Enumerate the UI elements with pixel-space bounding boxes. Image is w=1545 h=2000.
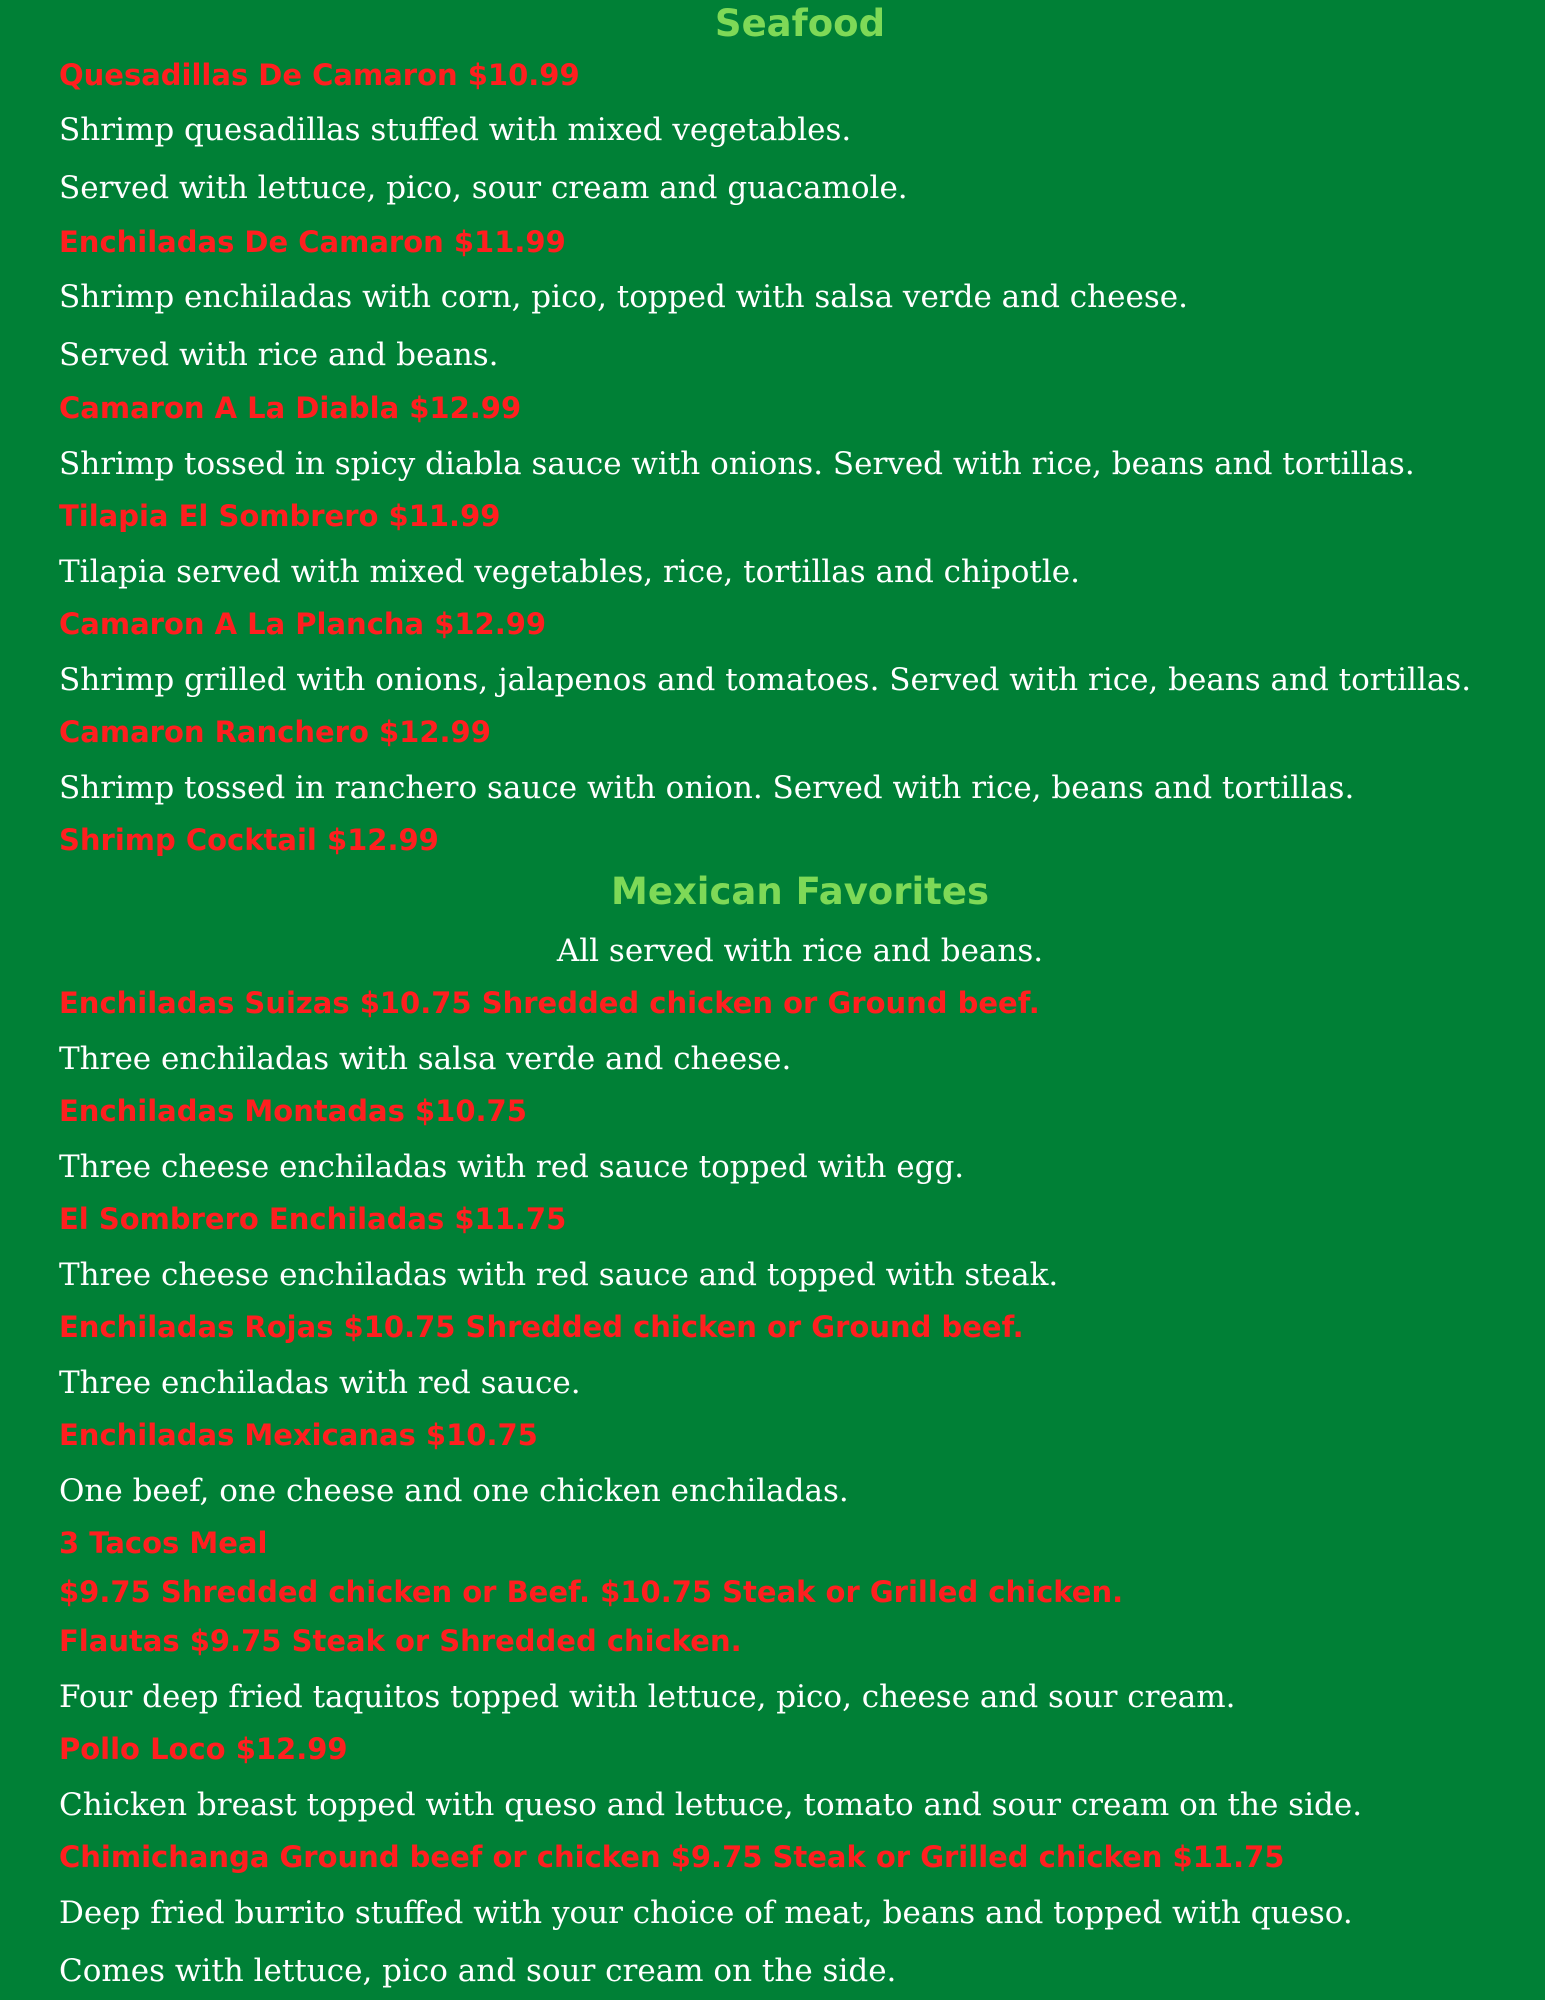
menu-item-subtitle: $9.75 Shredded chicken or Beef. $10.75 Steak or Grilled chicken. xyxy=(59,1575,1124,1609)
section-heading-seafood: Seafood xyxy=(714,2,886,45)
menu-item-description: Deep fried burrito stuffed with your choice of meat, beans and topped with queso. xyxy=(59,1895,1353,1931)
menu-item-title: Chimichanga Ground beef or chicken $9.75 Steak or Grilled chicken $11.75 xyxy=(59,1840,1285,1874)
menu-item-title: Flautas $9.75 Steak or Shredded chicken. xyxy=(59,1624,742,1658)
menu-item-description: Served with rice and beans. xyxy=(59,337,499,373)
menu-item-description: Shrimp tossed in spicy diabla sauce with onions. Served with rice, beans and tortillas. xyxy=(59,446,1415,482)
menu-item-title: Camaron A La Plancha $12.99 xyxy=(59,607,547,641)
menu-item-title: Quesadillas De Camaron $10.99 xyxy=(59,58,580,92)
menu-item-description: Chicken breast topped with queso and lettuce, tomato and sour cream on the side. xyxy=(59,1787,1363,1823)
menu-item-title: Enchiladas Rojas $10.75 Shredded chicken or Ground beef. xyxy=(59,1310,1024,1344)
menu-item-title: El Sombrero Enchiladas $11.75 xyxy=(59,1202,567,1236)
menu-item-title: Shrimp Cocktail $12.99 xyxy=(59,823,439,857)
menu-item-title: Tilapia El Sombrero $11.99 xyxy=(59,499,501,533)
menu-item-description: Four deep fried taquitos topped with lettuce, pico, cheese and sour cream. xyxy=(59,1679,1236,1715)
section-note: All served with rice and beans. xyxy=(556,933,1044,969)
menu-item-description: One beef, one cheese and one chicken enchiladas. xyxy=(59,1473,849,1509)
menu-item-description: Shrimp enchiladas with corn, pico, topped with salsa verde and cheese. xyxy=(59,279,1188,315)
menu-item-description: Shrimp quesadillas stuffed with mixed vegetables. xyxy=(59,112,852,148)
menu-item-description: Three cheese enchiladas with red sauce topped with egg. xyxy=(59,1149,965,1185)
menu-item-description: Shrimp tossed in ranchero sauce with onion. Served with rice, beans and tortillas. xyxy=(59,770,1355,806)
section-heading-mexican-favorites: Mexican Favorites xyxy=(611,870,989,913)
menu-item-title: Pollo Loco $12.99 xyxy=(59,1732,348,1766)
menu-item-title: Enchiladas Mexicanas $10.75 xyxy=(59,1418,538,1452)
menu-item-description: Three enchiladas with salsa verde and cheese. xyxy=(59,1041,792,1077)
menu-item-description: Served with lettuce, pico, sour cream and guacamole. xyxy=(59,170,908,206)
menu-item-description: Comes with lettuce, pico and sour cream on the side. xyxy=(59,1953,897,1989)
menu-item-title: Enchiladas Montadas $10.75 xyxy=(59,1094,527,1128)
menu-item-description: Three enchiladas with red sauce. xyxy=(59,1365,581,1401)
menu-item-description: Three cheese enchiladas with red sauce and topped with steak. xyxy=(59,1257,1059,1293)
menu-item-description: Shrimp grilled with onions, jalapenos and tomatoes. Served with rice, beans and tortillas. xyxy=(59,662,1472,698)
menu-item-title: Enchiladas De Camaron $11.99 xyxy=(59,225,566,259)
menu-item-title: 3 Tacos Meal xyxy=(59,1526,268,1560)
menu-item-description: Tilapia served with mixed vegetables, rice, tortillas and chipotle. xyxy=(59,554,1080,590)
menu-item-title: Enchiladas Suizas $10.75 Shredded chicken or Ground beef. xyxy=(59,986,1040,1020)
menu-item-title: Camaron Ranchero $12.99 xyxy=(59,715,491,749)
menu-item-title: Camaron A La Diabla $12.99 xyxy=(59,391,522,425)
